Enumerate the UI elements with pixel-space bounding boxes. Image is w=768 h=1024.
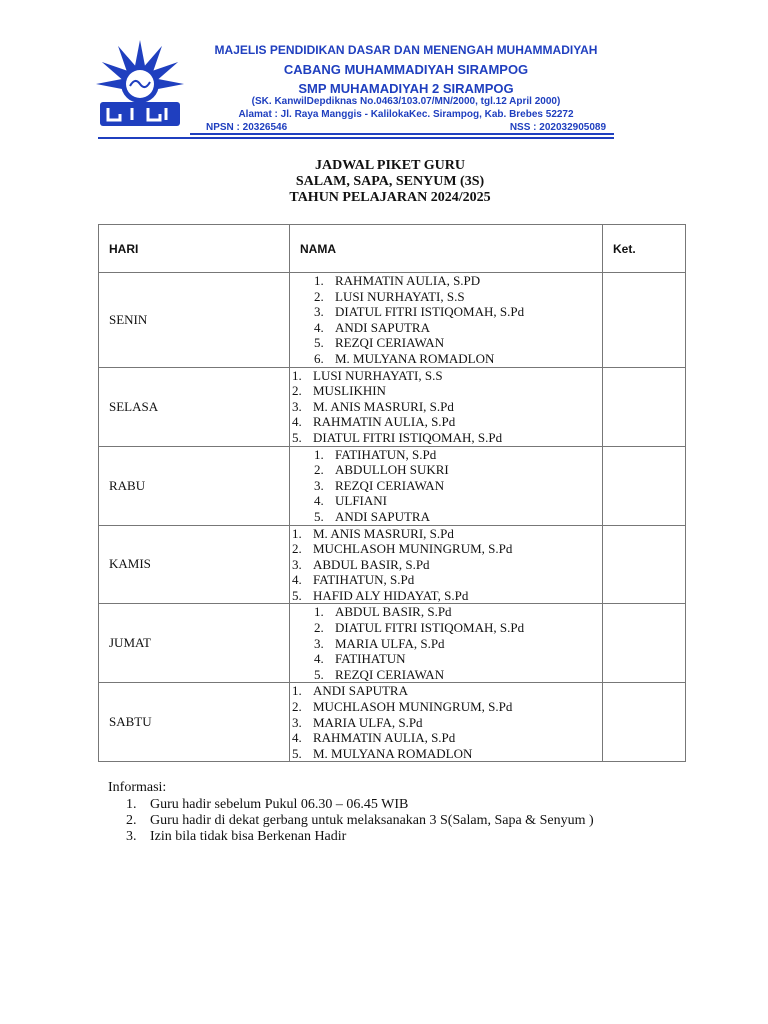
item-number: 1. (314, 446, 324, 462)
teacher-name: DIATUL FITRI ISTIQOMAH, S.Pd (335, 304, 525, 320)
teacher-name: M. ANIS MASRURI, S.Pd (313, 398, 454, 414)
letterhead-npsn: NPSN : 20326546 (206, 122, 288, 133)
day-cell: SELASA (99, 367, 290, 446)
list-item (314, 335, 602, 351)
teacher-name: ANDI SAPUTRA (313, 683, 408, 699)
information-item (108, 829, 594, 845)
teacher-name: MARIA ULFA, S.Pd (313, 714, 423, 730)
item-number: 3. (292, 556, 302, 572)
letterhead-school: SMP MUHAMADIYAH 2 SIRAMPOG (298, 81, 514, 96)
list-item (314, 447, 602, 463)
letterhead-divider-lower (98, 137, 614, 139)
item-number: 2. (314, 620, 324, 636)
header-nama: NAMA (290, 225, 603, 273)
item-number: 5. (292, 745, 302, 761)
list-item (314, 667, 602, 683)
header-hari: HARI (99, 225, 290, 273)
teacher-name: HAFID ALY HIDAYAT, S.Pd (313, 587, 469, 603)
table-row (99, 525, 686, 604)
day-cell: RABU (99, 446, 290, 525)
names-cell (290, 525, 603, 604)
information-section (108, 780, 594, 845)
note-cell (603, 525, 686, 604)
information-item (108, 797, 594, 813)
names-cell (290, 367, 603, 446)
teacher-name: DIATUL FITRI ISTIQOMAH, S.Pd (313, 429, 503, 445)
list-item (292, 746, 602, 762)
item-number: 4. (292, 414, 302, 430)
list-item (292, 683, 602, 699)
names-cell (290, 273, 603, 368)
item-number: 3. (314, 635, 324, 651)
teacher-name: ULFIANI (335, 493, 387, 509)
list-item (292, 526, 602, 542)
list-item (292, 730, 602, 746)
table-row (99, 273, 686, 368)
teacher-name: MUCHLASOH MUNINGRUM, S.Pd (313, 699, 513, 715)
list-item (292, 588, 602, 604)
teacher-name: RAHMATIN AULIA, S.PD (335, 273, 481, 288)
teacher-name: MARIA ULFA, S.Pd (335, 635, 445, 651)
teacher-name: MUSLIKHIN (313, 383, 386, 399)
teacher-name: RAHMATIN AULIA, S.Pd (313, 730, 456, 746)
list-item (314, 604, 602, 620)
day-cell: KAMIS (99, 525, 290, 604)
list-item (292, 715, 602, 731)
list-item (292, 557, 602, 573)
item-number: 2. (292, 541, 302, 557)
names-cell (290, 683, 603, 762)
table-row (99, 604, 686, 683)
day-cell: JUMAT (99, 604, 290, 683)
day-cell: SABTU (99, 683, 290, 762)
note-cell (603, 446, 686, 525)
list-item (292, 383, 602, 399)
item-number: 4. (292, 572, 302, 588)
header-ket: Ket. (603, 225, 686, 273)
item-number: 1. (126, 797, 137, 812)
item-number: 5. (314, 335, 324, 351)
item-number: 5. (314, 508, 324, 524)
list-item (314, 493, 602, 509)
list-item (314, 651, 602, 667)
teacher-name: ABDUL BASIR, S.Pd (335, 604, 452, 620)
information-list (108, 797, 594, 845)
list-item (292, 414, 602, 430)
note-cell (603, 604, 686, 683)
teacher-name: REZQI CERIAWAN (335, 666, 445, 682)
information-label: Informasi: (108, 780, 167, 795)
item-number: 4. (314, 319, 324, 335)
duty-schedule-table (98, 224, 686, 762)
teacher-name: ANDI SAPUTRA (335, 319, 430, 335)
note-cell (603, 683, 686, 762)
letterhead-address: Alamat : Jl. Raya Manggis - KalilokaKec. Sirampog, Kab. Brebes 52272 (238, 109, 574, 120)
list-item (314, 304, 602, 320)
teacher-name: DIATUL FITRI ISTIQOMAH, S.Pd (335, 620, 525, 636)
letterhead-branch: CABANG MUHAMMADIYAH SIRAMPOG (283, 62, 529, 77)
teacher-name: FATIHATUN, S.Pd (313, 572, 415, 588)
list-item (292, 430, 602, 446)
table-row (99, 683, 686, 762)
item-number: 4. (314, 651, 324, 667)
list-item (314, 478, 602, 494)
letterhead-nss: NSS : 202032905089 (509, 122, 606, 133)
item-number: 2. (292, 383, 302, 399)
teacher-name: M. MULYANA ROMADLON (335, 350, 495, 366)
item-number: 1. (314, 273, 324, 288)
teacher-name: FATIHATUN, S.Pd (335, 446, 437, 462)
teacher-name: FATIHATUN (335, 651, 406, 667)
item-number: 3. (292, 714, 302, 730)
table-row (99, 367, 686, 446)
item-number: 2. (126, 813, 137, 828)
item-number: 1. (314, 604, 324, 620)
list-item (314, 509, 602, 525)
document-subtitle: SALAM, SAPA, SENYUM (3S) (295, 174, 485, 189)
teacher-name: M. MULYANA ROMADLON (313, 745, 473, 761)
item-number: 5. (292, 429, 302, 445)
names-cell (290, 446, 603, 525)
list-item (314, 320, 602, 336)
item-number: 1. (292, 525, 302, 541)
item-number: 3. (314, 304, 324, 320)
teacher-name: LUSI NURHAYATI, S.S (313, 367, 443, 383)
teacher-name: LUSI NURHAYATI, S.S (335, 288, 465, 304)
item-number: 1. (292, 683, 302, 699)
day-cell: SENIN (99, 273, 290, 368)
list-item (314, 462, 602, 478)
item-number: 3. (126, 829, 137, 844)
list-item (292, 699, 602, 715)
item-number: 2. (314, 288, 324, 304)
list-item (292, 399, 602, 415)
list-item (292, 541, 602, 557)
information-text: Guru hadir di dekat gerbang untuk melaksanakan 3 S(Salam, Sapa & Senyum ) (150, 813, 594, 828)
letterhead-divider (190, 133, 614, 135)
names-cell (290, 604, 603, 683)
table-row (99, 446, 686, 525)
information-text: Izin bila tidak bisa Berkenan Hadir (150, 829, 347, 844)
teacher-name: RAHMATIN AULIA, S.Pd (313, 414, 456, 430)
letterhead-decree: (SK. KanwilDepdiknas No.0463/103.07/MN/2000, tgl.12 April 2000) (251, 96, 561, 107)
item-number: 5. (314, 666, 324, 682)
item-number: 5. (292, 587, 302, 603)
item-number: 3. (314, 477, 324, 493)
item-number: 2. (314, 462, 324, 478)
list-item (292, 572, 602, 588)
teacher-name: ABDUL BASIR, S.Pd (313, 556, 430, 572)
document-title: JADWAL PIKET GURU (315, 158, 465, 173)
list-item (314, 620, 602, 636)
list-item (292, 368, 602, 384)
list-item (314, 273, 602, 289)
teacher-name: ANDI SAPUTRA (335, 508, 430, 524)
item-number: 4. (314, 493, 324, 509)
note-cell (603, 273, 686, 368)
teacher-name: ABDULLOH SUKRI (335, 462, 449, 478)
item-number: 1. (292, 367, 302, 383)
item-number: 3. (292, 398, 302, 414)
teacher-name: M. ANIS MASRURI, S.Pd (313, 525, 454, 541)
list-item (314, 636, 602, 652)
teacher-name: REZQI CERIAWAN (335, 477, 445, 493)
letterhead-council: MAJELIS PENDIDIKAN DASAR DAN MENENGAH MUHAMMADIYAH (214, 43, 598, 57)
list-item (314, 351, 602, 367)
table-header-row (99, 225, 686, 273)
information-item (108, 813, 594, 829)
muhammadiyah-logo-icon (96, 38, 184, 130)
teacher-name: REZQI CERIAWAN (335, 335, 445, 351)
information-text: Guru hadir sebelum Pukul 06.30 – 06.45 WIB (150, 797, 409, 812)
item-number: 6. (314, 350, 324, 366)
note-cell (603, 367, 686, 446)
item-number: 4. (292, 730, 302, 746)
item-number: 2. (292, 699, 302, 715)
document-year: TAHUN PELAJARAN 2024/2025 (289, 190, 491, 205)
teacher-name: MUCHLASOH MUNINGRUM, S.Pd (313, 541, 513, 557)
list-item (314, 289, 602, 305)
